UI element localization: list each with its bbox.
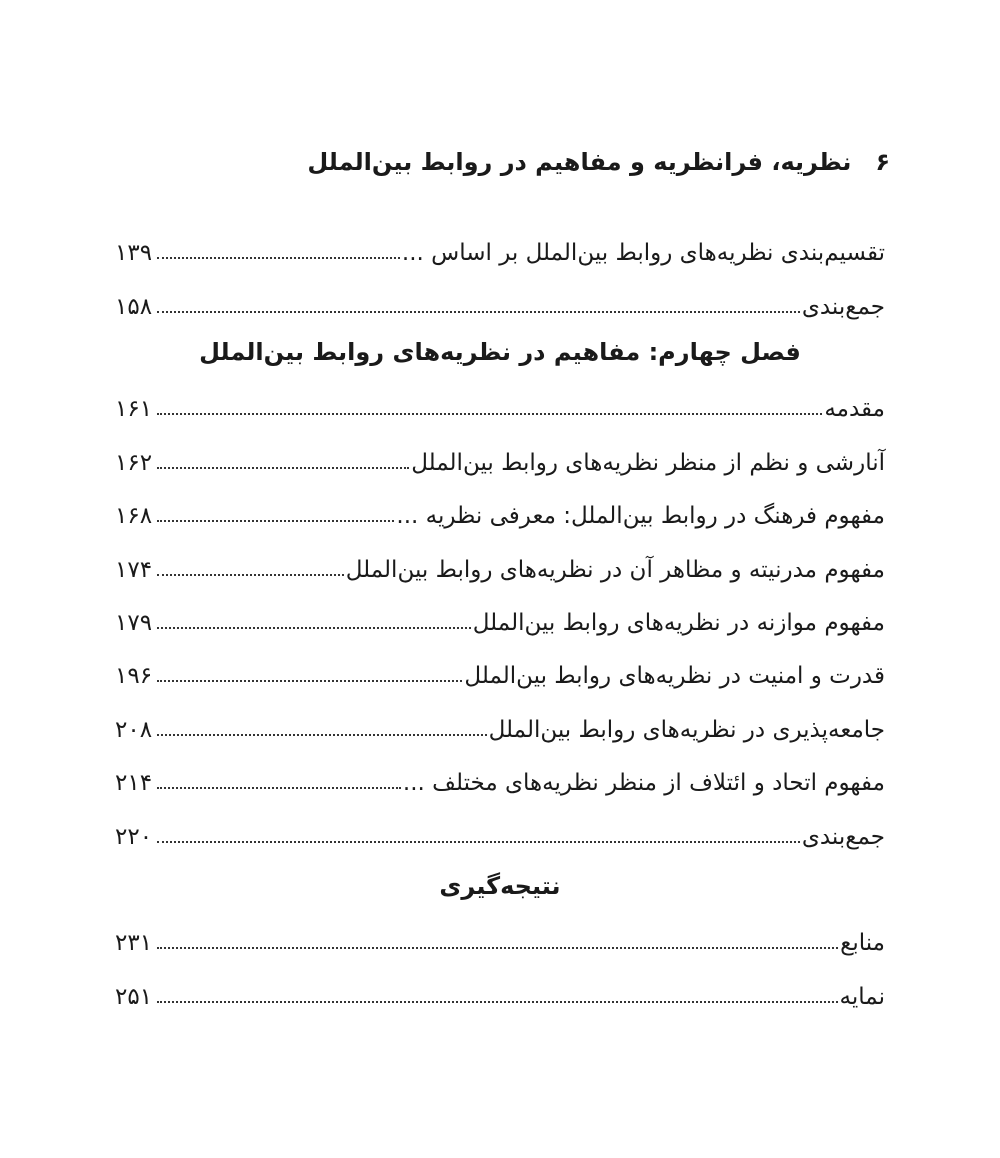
toc-entry-title: جمع‌بندی [801, 293, 885, 320]
toc-entry-page: ۱۶۲ [115, 449, 153, 476]
toc-leader-dots [157, 947, 838, 949]
toc-entry-title: تقسیم‌بندی نظریه‌های روابط بین‌الملل بر اساس ... [401, 240, 885, 267]
toc-leader-dots [157, 520, 394, 522]
toc-entry [115, 750, 885, 803]
toc-entry [115, 483, 885, 536]
toc-entry [115, 643, 885, 696]
toc-entry-page: ۱۹۶ [115, 663, 153, 690]
toc-entry [115, 273, 885, 326]
toc-entry-page: ۱۳۹ [115, 240, 153, 267]
toc-entry [115, 429, 885, 482]
toc-leader-dots [157, 467, 409, 469]
toc-entry-page: ۲۲۰ [115, 823, 153, 850]
toc-leader-dots [157, 311, 800, 313]
toc-entry-title: مفهوم اتحاد و ائتلاف از منظر نظریه‌های مختلف ... [402, 770, 885, 797]
toc-entry-page: ۲۱۴ [115, 770, 153, 797]
toc-entry-page: ۱۷۴ [115, 556, 153, 583]
toc-entry [115, 590, 885, 643]
toc-entry-title: مفهوم مدرنیته و مظاهر آن در نظریه‌های روابط بین‌الملل [345, 556, 885, 583]
toc-section-top [115, 220, 885, 327]
toc-entry-title: مفهوم موازنه در نظریه‌های روابط بین‌الملل [472, 609, 885, 636]
toc-entry-page: ۲۰۸ [115, 716, 153, 743]
toc-leader-dots [157, 841, 800, 843]
toc-entry-page: ۲۳۱ [115, 930, 153, 957]
toc-chapter4 [115, 376, 885, 857]
toc-entry-page: ۱۶۸ [115, 503, 153, 530]
toc-leader-dots [157, 787, 401, 789]
toc-entry [115, 220, 885, 273]
page-number: ۶ [875, 148, 890, 176]
toc-conclusion [115, 910, 885, 1017]
toc-entry-title: مقدمه [824, 396, 885, 423]
toc-entry-title: منابع [840, 930, 885, 957]
toc-leader-dots [157, 257, 400, 259]
toc-entry-title: آنارشی و نظم از منظر نظریه‌های روابط بین‌الملل [411, 449, 885, 476]
toc-entry-title: نمایه [839, 983, 885, 1010]
chapter-heading: فصل چهارم: مفاهیم در نظریه‌های روابط بین‌الملل [199, 338, 801, 366]
toc-leader-dots [157, 680, 462, 682]
toc-entry-page: ۱۷۹ [115, 609, 153, 636]
toc-leader-dots [157, 413, 822, 415]
toc-entry-page: ۱۶۱ [115, 396, 153, 423]
toc-leader-dots [157, 734, 487, 736]
toc-entry-page: ۲۵۱ [115, 983, 153, 1010]
toc-entry-title: جامعه‌پذیری در نظریه‌های روابط بین‌الملل [488, 716, 885, 743]
toc-entry-page: ۱۵۸ [115, 293, 153, 320]
conclusion-heading: نتیجه‌گیری [439, 872, 561, 900]
running-header [307, 142, 890, 182]
toc-entry [115, 910, 885, 963]
toc-entry-title: مفهوم فرهنگ در روابط بین‌الملل: معرفی نظریه ... [396, 503, 885, 530]
toc-entry-title: قدرت و امنیت در نظریه‌های روابط بین‌الملل [464, 663, 885, 690]
toc-entry [115, 376, 885, 429]
toc-leader-dots [157, 627, 471, 629]
toc-leader-dots [157, 574, 344, 576]
toc-entry [115, 803, 885, 856]
toc-entry [115, 696, 885, 749]
toc-leader-dots [157, 1001, 838, 1003]
toc-entry [115, 963, 885, 1016]
toc-entry [115, 536, 885, 589]
book-title: نظریه، فرانظریه و مفاهیم در روابط بین‌الملل [307, 148, 852, 176]
toc-entry-title: جمع‌بندی [801, 823, 885, 850]
